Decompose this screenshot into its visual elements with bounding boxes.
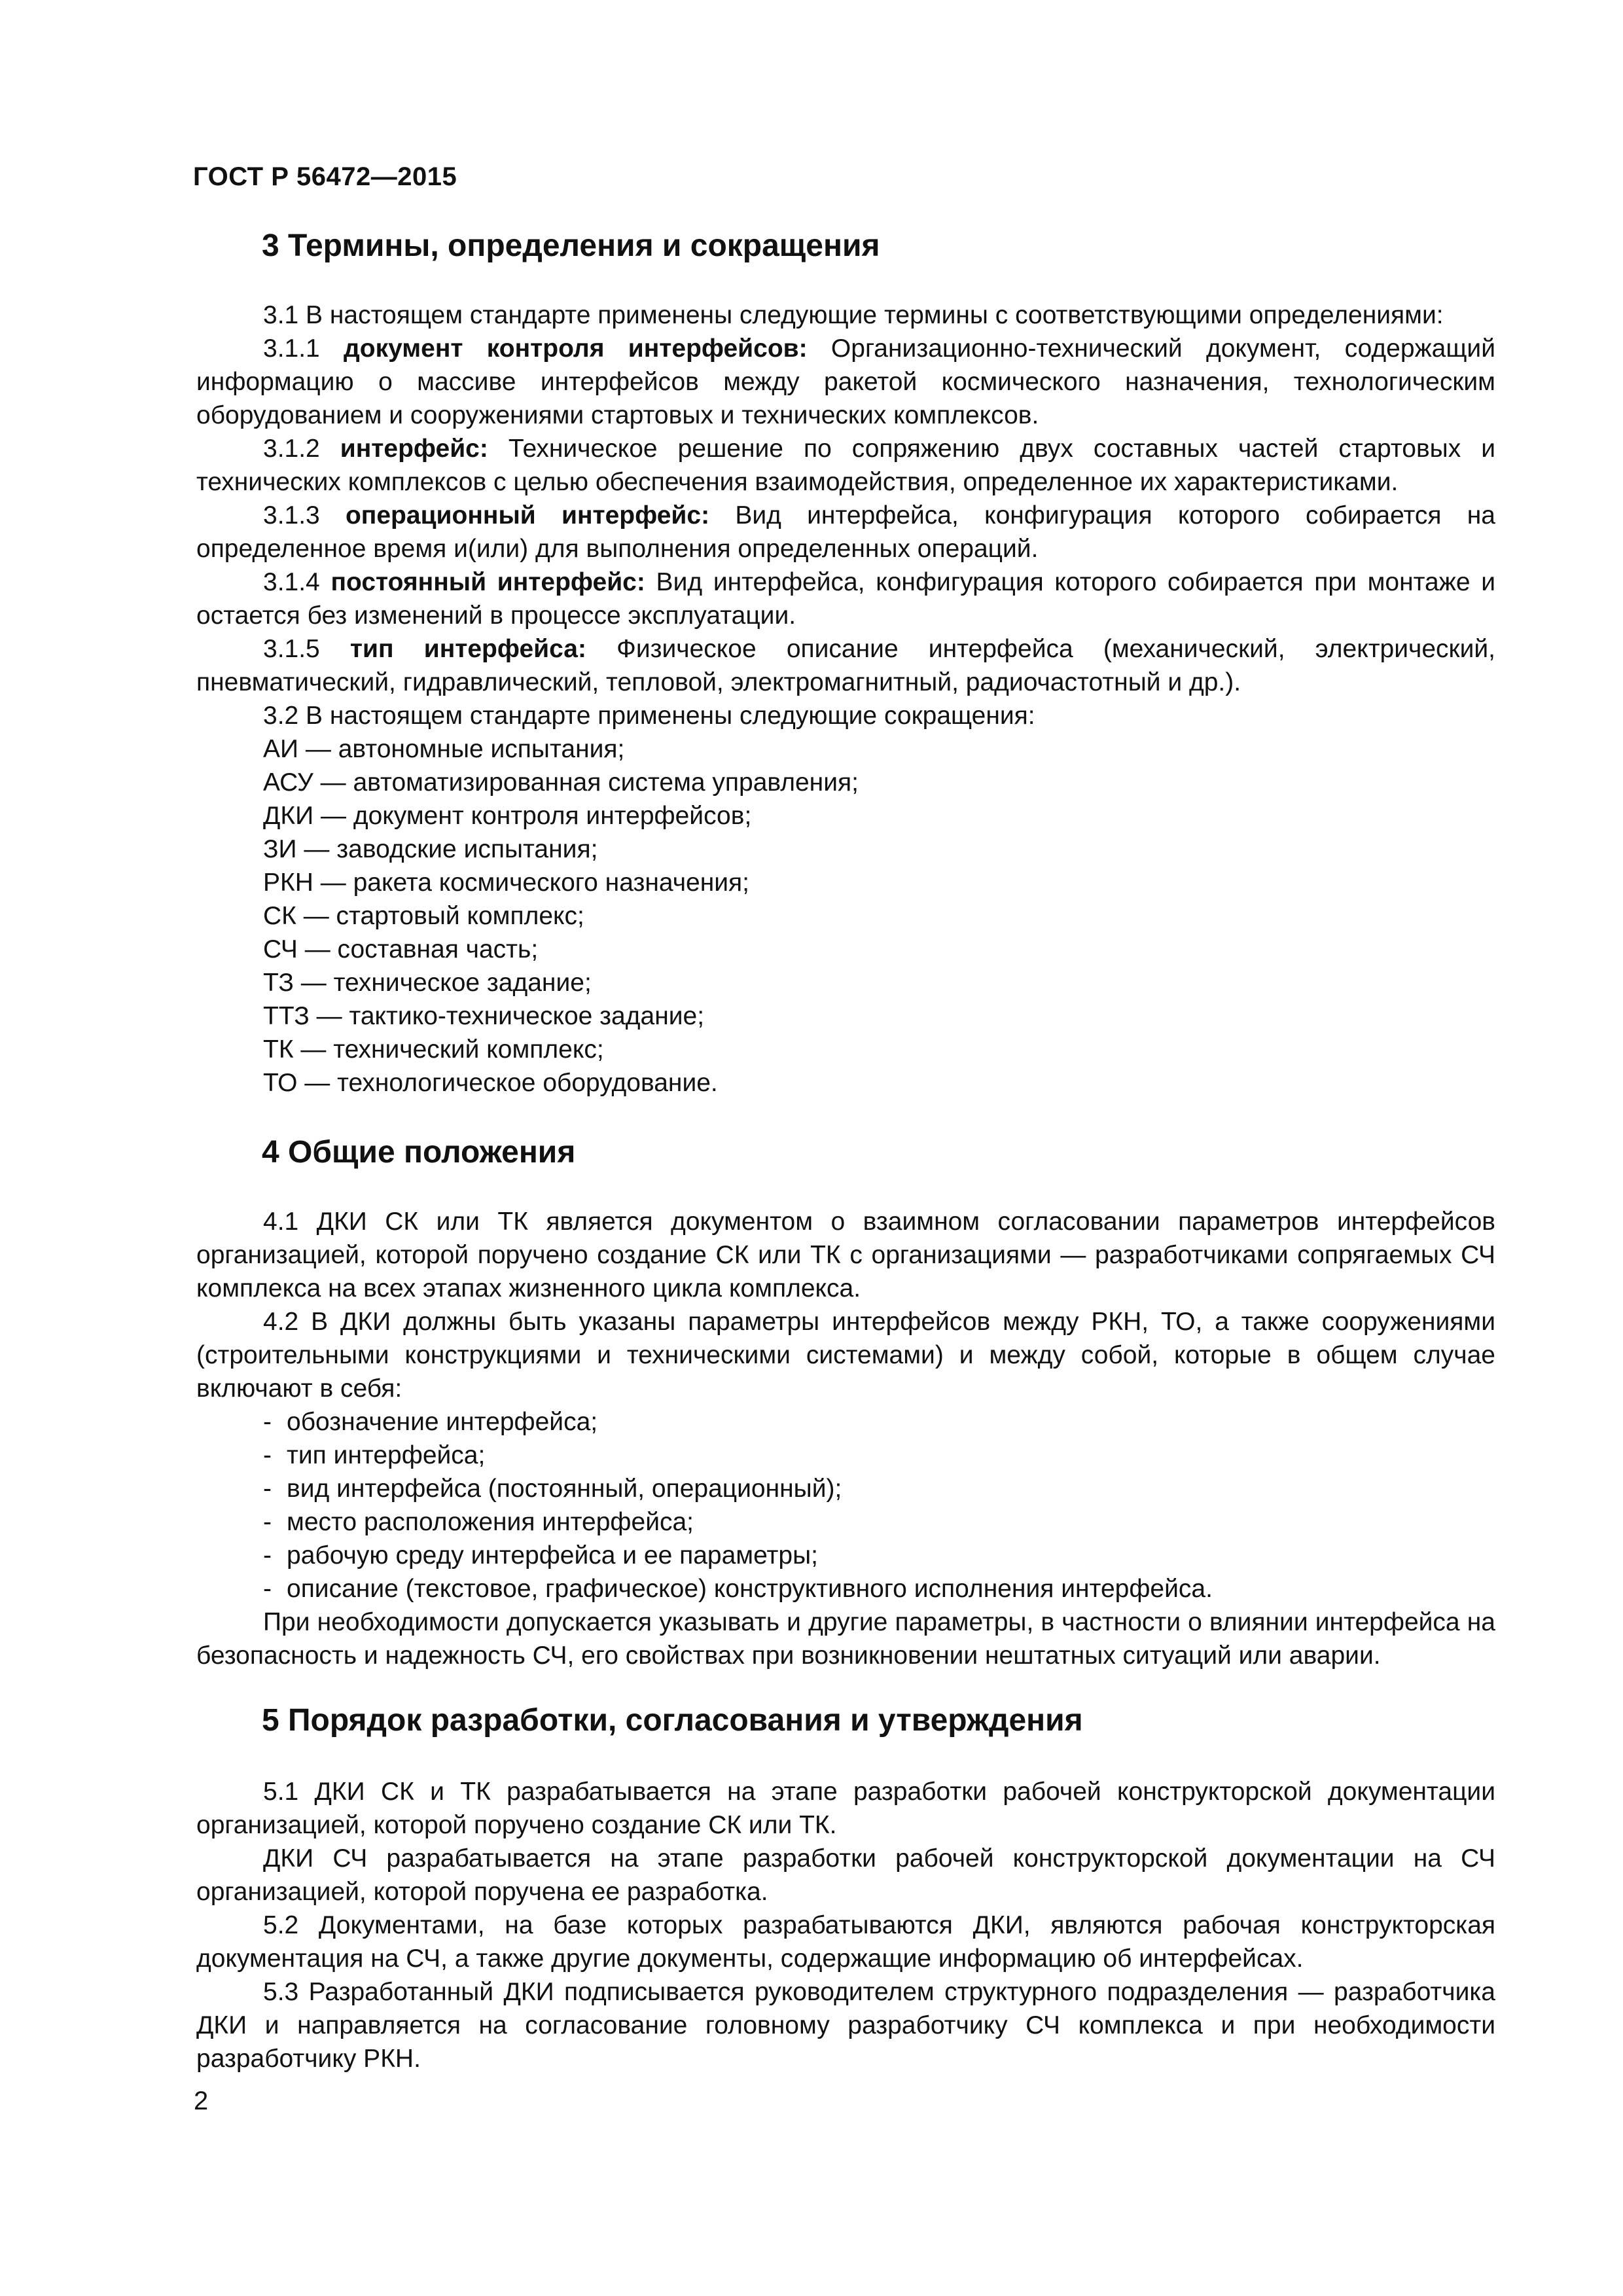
abbreviation-item: ТЗ — техническое задание;: [263, 969, 592, 997]
list-item-text: обозначение интерфейса;: [287, 1408, 598, 1436]
term-name: постоянный интерфейс:: [330, 568, 645, 596]
paragraph-3-2: 3.2 В настоящем стандарте применены следующие сокращения:: [263, 702, 1035, 730]
list-item-text: вид интерфейса (постоянный, операционный);: [287, 1475, 842, 1503]
paragraph-4-1: 4.1 ДКИ СК или ТК является документом о взаимном согласовании параметров интерфейсов организацией, которой поручено создание СК или ТК с организациями — разработчиками сопрягаемых СЧ комплекса на всех этапах жизненного цикла комплекса.: [196, 1208, 1495, 1302]
paragraph-5-1b: ДКИ СЧ разрабатывается на этапе разработки рабочей конструкторской документации на СЧ организацией, которой поручена ее разработка.: [196, 1844, 1495, 1906]
list-item: [196, 1405, 1495, 1439]
abbreviation-item: СК — стартовый комплекс;: [263, 902, 584, 930]
list-item: [196, 1439, 1495, 1472]
term-number: 3.1.3: [263, 501, 346, 529]
term-3-1-1: [196, 332, 1495, 432]
abbreviation-item: ЗИ — заводские испытания;: [263, 835, 598, 863]
abbreviation-item: ТТЗ — тактико-техническое задание;: [263, 1002, 705, 1030]
term-name: операционный интерфейс:: [345, 501, 710, 529]
section-3-title: 3 Термины, определения и сокращения: [262, 228, 880, 263]
term-definition: Вид интерфейса, конфигурация которого собирается на определенное время и(или) для выполнения определенных операций.: [196, 501, 1495, 563]
list-item-text: описание (текстовое, графическое) конструктивного исполнения интерфейса.: [287, 1575, 1213, 1603]
term-number: 3.1.5: [263, 635, 350, 663]
list-marker: -: [263, 1475, 272, 1503]
list-marker: -: [263, 1508, 272, 1536]
abbreviation-item: СЧ — составная часть;: [263, 935, 539, 963]
list-marker: -: [263, 1575, 272, 1603]
term-3-1-2: [196, 432, 1495, 499]
term-definition: Техническое решение по сопряжению двух составных частей стартовых и технических комплексов с целью обеспечения взаимодействия, определенное их характеристиками.: [196, 435, 1496, 496]
term-name: интерфейс:: [340, 435, 488, 463]
term-number: 3.1.4: [263, 568, 331, 596]
abbreviation-item: АСУ — автоматизированная система управления;: [263, 768, 859, 797]
abbreviation-item: РКН — ракета космического назначения;: [263, 869, 749, 897]
term-3-1-4: [196, 565, 1495, 632]
abbreviation-item: ТО — технологическое оборудование.: [263, 1069, 718, 1097]
list-item-text: рабочую среду интерфейса и ее параметры;: [287, 1541, 818, 1570]
document-body: [196, 216, 1495, 2075]
list-item-text: тип интерфейса;: [287, 1441, 486, 1469]
term-definition: Вид интерфейса, конфигурация которого собирается при монтаже и остается без изменений в процессе эксплуатации.: [196, 568, 1495, 630]
section-4-title: 4 Общие положения: [262, 1135, 576, 1170]
list-marker: -: [263, 1541, 272, 1570]
paragraph-4-2: 4.2 В ДКИ должны быть указаны параметры интерфейсов между РКН, ТО, а также сооружениями (строительными конструкциями и техническими системами) и между собой, которые в общем случае включают в себя:: [196, 1308, 1495, 1403]
abbreviation-item: АИ — автономные испытания;: [263, 735, 625, 763]
document-code-header: ГОСТ Р 56472—2015: [193, 162, 457, 191]
paragraph-5-1: 5.1 ДКИ СК и ТК разрабатывается на этапе разработки рабочей конструкторской документации организацией, которой поручено создание СК или ТК.: [196, 1778, 1495, 1839]
term-number: 3.1.2: [263, 435, 340, 463]
paragraph-5-3: 5.3 Разработанный ДКИ подписывается руководителем структурного подразделения — разработчика ДКИ и направляется на согласование головному разработчику СЧ комплекса и при необходимости разработчику РКН.: [196, 1978, 1495, 2073]
list-marker: -: [263, 1408, 272, 1436]
term-3-1-5: [196, 632, 1495, 699]
list-item: [196, 1505, 1495, 1539]
section-5-title: 5 Порядок разработки, согласования и утверждения: [262, 1703, 1083, 1738]
term-name: тип интерфейса:: [349, 635, 586, 663]
term-number: 3.1.1: [263, 334, 344, 363]
term-name: документ контроля интерфейсов:: [344, 334, 808, 363]
term-definition: Физическое описание интерфейса (механический, электрический, пневматический, гидравлический, тепловой, электромагнитный, радиочастотный и др.).: [196, 635, 1496, 696]
paragraph-5-2: 5.2 Документами, на базе которых разрабатываются ДКИ, являются рабочая конструкторская документация на СЧ, а также другие документы, содержащие информацию об интерфейсах.: [196, 1911, 1495, 1973]
list-item: [196, 1572, 1495, 1605]
abbreviation-item: ДКИ — документ контроля интерфейсов;: [263, 802, 752, 830]
abbreviation-item: ТК — технический комплекс;: [263, 1035, 604, 1064]
list-marker: -: [263, 1441, 272, 1469]
paragraph-3-1: 3.1 В настоящем стандарте применены следующие термины с соответствующими определениями:: [263, 301, 1444, 329]
list-item: [196, 1539, 1495, 1572]
paragraph-4-extra: При необходимости допускается указывать и другие параметры, в частности о влиянии интерфейса на безопасность и надежность СЧ, его свойствах при возникновении нештатных ситуаций или аварии.: [196, 1608, 1495, 1670]
term-3-1-3: [196, 499, 1495, 565]
page-number: 2: [194, 2087, 209, 2115]
term-definition: Организационно-технический документ, содержащий информацию о массиве интерфейсов между ракетой космического назначения, технологическим оборудованием и сооружениями стартовых и технических комплексов.: [196, 334, 1495, 429]
list-item: [196, 1472, 1495, 1505]
list-item-text: место расположения интерфейса;: [287, 1508, 694, 1536]
